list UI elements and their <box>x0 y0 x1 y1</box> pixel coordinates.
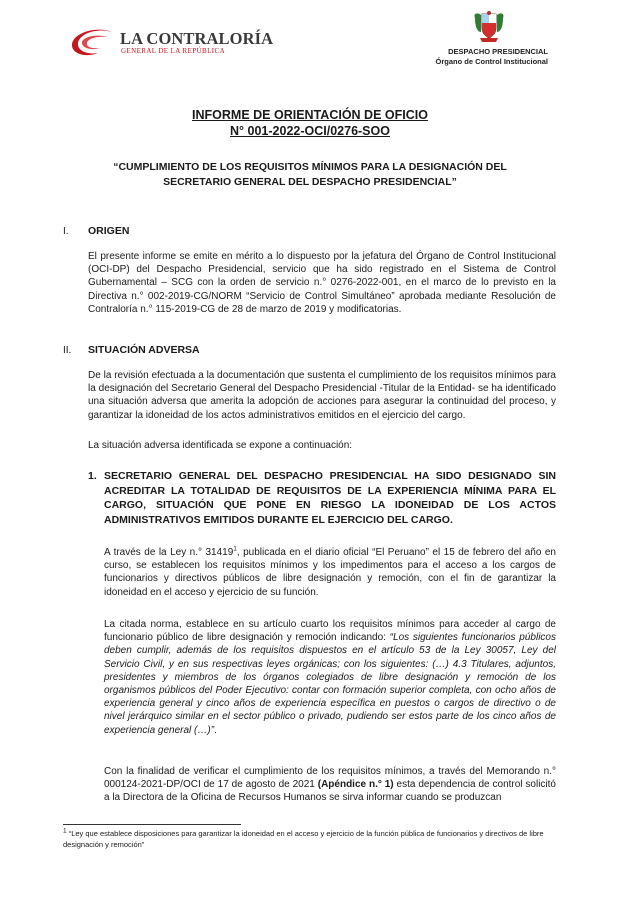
origin-text: El presente informe se emite en mérito a lo dispuesto por la jefatura del Órgano de Control Institucional (OCI-DP) del Despacho Presidencial, servicio que ha sido registrado en el Sistema de Control Gubernamental – SCG con la orden de servicio n.° 0276-2022-001, en el marco de lo previsto en la Directiva n.° 002-2019-CG/NORM “Servicio de Control Simultáneo” aprobada mediante Resolución de Contraloría n.° 115-2019-CG de 28 de marzo de 2019 y modificatorias. <box>88 251 556 315</box>
footnote-marker: 1 <box>63 827 67 835</box>
institution-unit: Órgano de Control Institucional <box>435 57 548 66</box>
contraloria-swoosh-icon <box>68 26 118 60</box>
norm-quote-text: “Los siguientes funcionarios públicos deben cumplir, además de los requisitos dispuestos en el artículo 53 de la Ley 30057, Ley del Servicio Civil, y en sus respectivas leyes orgánicas; con los siguientes: (…) 4.3 Titulares, adjuntos, presidentes y miembros de los órganos colegiados de libre designación y remoción de los organismos públicos del Poder Ejecutivo: contar con formación superior completa, con ocho años de experiencia general y cinco años de experiencia específica en puestos o cargos de directivo o de nivel jerárquico similar en el sector público o privado, pudiendo ser estos parte de los cinco años de experiencia general (…)” <box>104 632 556 736</box>
section-2-number: II. <box>63 345 72 356</box>
finding-1-paragraph-3 <box>104 765 556 805</box>
section-2-paragraph-2 <box>88 439 556 452</box>
footnote <box>63 828 553 850</box>
adverse-intro-text: De la revisión efectuada a la documentación que sustenta el cumplimiento de los requisitos mínimos para la designación del Secretario General del Despacho Presidencial -Titular de la Entidad- se ha identificado una situación adversa que amerita la adopción de acciones para asegurar la continuidad del proceso, y garantizar la idoneidad de los actos administrativos emitidos en el ejercicio del cargo. <box>88 370 556 421</box>
logo-title: LA CONTRALORÍA <box>120 29 274 48</box>
footnote-ref[interactable]: 1 <box>233 545 237 553</box>
section-2-paragraph-1 <box>88 369 556 422</box>
peru-coat-of-arms-icon <box>472 10 506 46</box>
section-1-title: ORIGEN <box>88 225 130 237</box>
finding-1-paragraph-1 <box>104 546 556 599</box>
report-number: N° 001-2022-OCI/0276-SOO <box>230 124 390 138</box>
finding-1-title: SECRETARIO GENERAL DEL DESPACHO PRESIDENCIAL HA SIDO DESIGNADO SIN ACREDITAR LA TOTALIDAD DE REQUISITOS DE LA EXPERIENCIA MÍNIMA PARA EL CARGO, SITUACIÓN QUE PONE EN RIESGO LA IDONEIDAD DE LOS ACTOS ADMINISTRATIVOS EMITIDOS DURANTE EL EJERCICIO DEL CARGO. <box>104 470 556 526</box>
law-reference-text: A través de la Ley n.° 31419 <box>104 547 234 558</box>
memo-continuation-text: esta dependencia de control solicitó a la Directora de la Oficina de Recursos Humanos se sirva informar cuando se produzcan <box>104 779 556 804</box>
norm-end-text: . <box>214 724 217 736</box>
institution-name: DESPACHO PRESIDENCIAL <box>448 47 548 56</box>
adverse-lead-text: La situación adversa identificada se expone a continuación: <box>88 440 353 451</box>
report-subject: “CUMPLIMIENTO DE LOS REQUISITOS MÍNIMOS PARA LA DESIGNACIÓN DEL SECRETARIO GENERAL DEL DESPACHO PRESIDENCIAL” <box>113 161 507 188</box>
memo-text: Con la finalidad de verificar el cumplimiento de los requisitos mínimos, a través del Memorando n.° 000124-2021-DP/OCI de 17 de agosto de 2021 <box>104 766 556 791</box>
appendix-reference[interactable]: (Apéndice n.° 1) <box>317 779 394 791</box>
norm-intro-text: La citada norma, establece en su artículo cuarto los requisitos mínimos para acceder al cargo de funcionario público de libre designación y remoción indicando: <box>104 619 556 644</box>
footnote-text: “Ley que establece disposiciones para garantizar la idoneidad en el acceso y ejercicio de la función pública de funcionarios y directivos de libre designación y remoción” <box>63 829 544 849</box>
report-title: INFORME DE ORIENTACIÓN DE OFICIO <box>192 108 428 122</box>
finding-1-number: 1. <box>88 470 97 482</box>
finding-1-paragraph-2 <box>104 618 556 737</box>
footnote-divider <box>63 824 241 825</box>
logo-subtitle: GENERAL DE LA REPÚBLICA <box>121 47 226 55</box>
contraloria-logo <box>68 26 274 60</box>
law-description-text: , publicada en el diario oficial “El Peruano” el 15 de febrero del año en curso, se establecen los requisitos mínimos y los impedimentos para el acceso a los cargos de funcionarios y directivos públicos de libre designación y remoción, con el fin de garantizar la idoneidad en el acceso y ejercicio de su función. <box>104 547 556 598</box>
section-1-paragraph <box>88 250 556 316</box>
section-2-title: SITUACIÓN ADVERSA <box>88 344 200 356</box>
section-1-number: I. <box>63 226 69 237</box>
